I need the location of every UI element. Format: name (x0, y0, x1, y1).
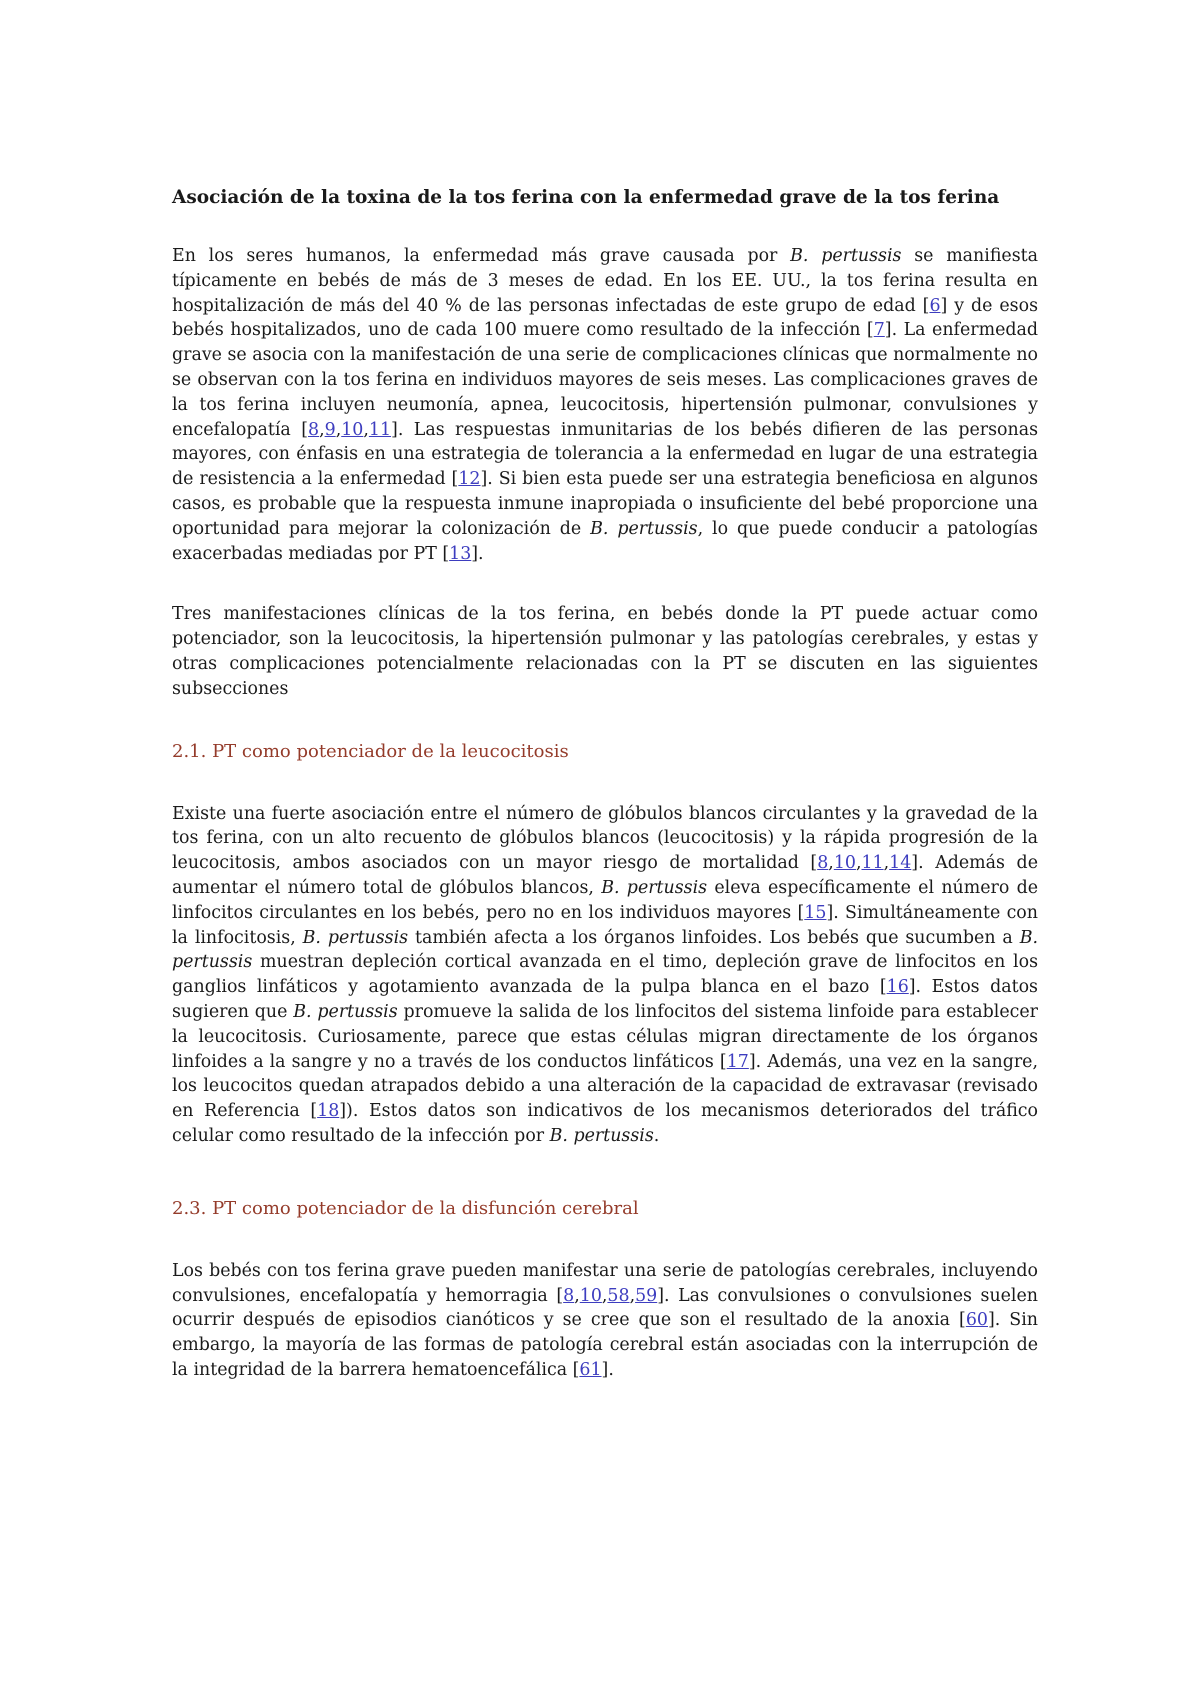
paragraph-leukocytosis (172, 802, 1038, 1149)
species-name: B. pertussis (601, 877, 708, 898)
species-name: B. pertussis (790, 246, 902, 266)
citation-link[interactable]: 6 (929, 295, 941, 316)
text-segment: eleva específicamente el número de linfocitos circulantes en los bebés, pero no en los individuos mayores [ (172, 877, 1038, 923)
text-segment: también afecta a los órganos linfoides. Los bebés que sucumben a (408, 927, 1020, 948)
citation-link[interactable]: 58 (607, 1285, 630, 1306)
citation-link[interactable]: 10 (341, 419, 364, 440)
species-name: B. pertussis (590, 518, 698, 539)
text-segment: ]. Simultáneamente con la linfocitosis, (172, 902, 1038, 948)
paragraph-brain-dysfunction (172, 1259, 1038, 1383)
citation-link[interactable]: 15 (804, 902, 827, 923)
text-segment: Existe una fuerte asociación entre el número de glóbulos blancos circulantes y la gravedad de la tos ferina, con un alto recuento de glóbulos blancos (leucocitosis) y la rápida progresión de la leucocitosis, ambos asociados con un mayor riesgo de mortalidad [ (172, 803, 1038, 874)
citation-separator: , (855, 853, 862, 874)
text-segment: muestran depleción cortical avanzada en el timo, depleción grave de linfocitos en los ganglios linfáticos y agotamiento avanzada de la pulpa blanca en el bazo [ (172, 952, 1038, 998)
text-segment: ]. Además, una vez en la sangre, los leucocitos quedan atrapados debido a una alteración de la capacidad de extravasar (revisado en Referencia [ (172, 1051, 1038, 1122)
text-segment: ]. Estos datos sugieren que (172, 977, 1038, 1022)
citation-separator: , (363, 419, 369, 440)
citation-separator: , (828, 853, 834, 874)
citation-separator: , (883, 853, 890, 874)
text-segment: se manifiesta típicamente en bebés de más de 3 meses de edad. En los EE. UU., la tos ferina resulta en hospitalización de más del 40 % de las personas infectadas de este grupo de edad [ (172, 246, 1038, 316)
citation-link[interactable]: 12 (458, 469, 481, 490)
document-page (172, 186, 1038, 1383)
text-segment: ]. Las respuestas inmunitarias de los bebés difieren de las personas mayores, con énfasis en una estrategia de tolerancia a la enfermedad en lugar de una estrategia de resistencia a la enfermedad [ (172, 419, 1039, 490)
citation-link[interactable]: 17 (726, 1051, 749, 1072)
citation-link[interactable]: 16 (886, 977, 909, 998)
text-segment: En los seres humanos, la enfermedad más grave causada por (172, 246, 791, 266)
text-segment: ] y de esos bebés hospitalizados, uno de cada 100 muere como resultado de la infección [ (172, 295, 1038, 341)
text-segment: . (653, 1125, 660, 1146)
text-segment: ]. Sin embargo, la mayoría de las formas de patología cerebral están asociadas con la interrupción de la integridad de la barrera hematoencefálica [ (172, 1310, 1038, 1380)
citation-link[interactable]: 9 (324, 419, 336, 440)
paragraph-clinical-manifestations: Tres manifestaciones clínicas de la tos ferina, en bebés donde la PT puede actuar como potenciador, son la leucocitosis, la hipertensión pulmonar y las patologías cerebrales, y estas y otras complicaciones potencialmente relacionadas con la PT se discuten en las siguientes subsecciones (172, 604, 1038, 699)
citation-link[interactable]: 11 (861, 853, 884, 874)
citation-separator: , (601, 1285, 608, 1306)
species-name: B. pertussis (302, 927, 409, 948)
citation-separator: , (319, 419, 325, 440)
citation-link[interactable]: 10 (833, 853, 856, 874)
text-segment: ]). Estos datos son indicativos de los mecanismos deteriorados del tráfico celular como resultado de la infección por (172, 1101, 1039, 1146)
species-name: B. pertussis (172, 927, 1038, 973)
document-title: Asociación de la toxina de la tos ferina con la enfermedad grave de la tos ferina (172, 187, 1000, 208)
text-segment: ]. Las convulsiones o convulsiones suelen ocurrir después de episodios cianóticos y se cree que son el resultado de la anoxia [ (172, 1285, 1038, 1331)
citation-link[interactable]: 18 (317, 1101, 340, 1122)
text-segment: ]. (601, 1359, 614, 1380)
citation-separator: , (629, 1285, 636, 1306)
text-segment: ]. Si bien esta puede ser una estrategia beneficiosa en algunos casos, es probable que la respuesta inmune inapropiada o insuficiente del bebé proporcione una oportunidad para mejorar la colonización de (172, 469, 1038, 539)
text-segment: ]. Además de aumentar el número total de glóbulos blancos, (172, 853, 1038, 898)
citation-link[interactable]: 60 (965, 1310, 988, 1331)
species-name: B. pertussis (293, 1001, 398, 1022)
section-heading-leukocytosis: 2.1. PT como potenciador de la leucocitosis (172, 740, 569, 762)
text-segment: promueve la salida de los linfocitos del sistema linfoide para establecer la leucocitosis. Curiosamente, parece que estas células migran directamente de los órganos linfoides a la sangre y no a través de los conductos linfáticos [ (172, 1001, 1038, 1072)
citation-link[interactable]: 8 (308, 419, 320, 440)
citation-link[interactable]: 61 (579, 1359, 602, 1380)
text-segment: ]. (471, 543, 484, 564)
section-heading-brain-dysfunction: 2.3. PT como potenciador de la disfunción cerebral (172, 1197, 639, 1219)
species-name: B. pertussis (549, 1125, 654, 1146)
citation-link[interactable]: 11 (368, 419, 392, 440)
citation-link[interactable]: 59 (635, 1285, 658, 1306)
paragraph-severe-disease (172, 244, 1038, 566)
text-segment: Los bebés con tos ferina grave pueden manifestar una serie de patologías cerebrales, incluyendo convulsiones, encefalopatía y hemorragia [ (172, 1260, 1038, 1306)
text-segment: , lo que puede conducir a patologías exacerbadas mediadas por PT [ (172, 518, 1038, 564)
citation-link[interactable]: 8 (817, 853, 829, 874)
citation-separator: , (574, 1285, 580, 1306)
citation-link[interactable]: 7 (873, 320, 885, 341)
citation-link[interactable]: 14 (889, 853, 912, 874)
citation-link[interactable]: 10 (579, 1285, 602, 1306)
citation-link[interactable]: 13 (449, 543, 472, 564)
citation-separator: , (335, 419, 342, 440)
citation-link[interactable]: 8 (563, 1285, 575, 1306)
text-segment: ]. La enfermedad grave se asocia con la manifestación de una serie de complicaciones clínicas que normalmente no se observan con la tos ferina en individuos mayores de seis meses. Las complicaciones graves de la tos ferina incluyen neumonía, apnea, leucocitosis, hipertensión pulmonar, convulsiones y encefalopatía [ (172, 320, 1038, 440)
